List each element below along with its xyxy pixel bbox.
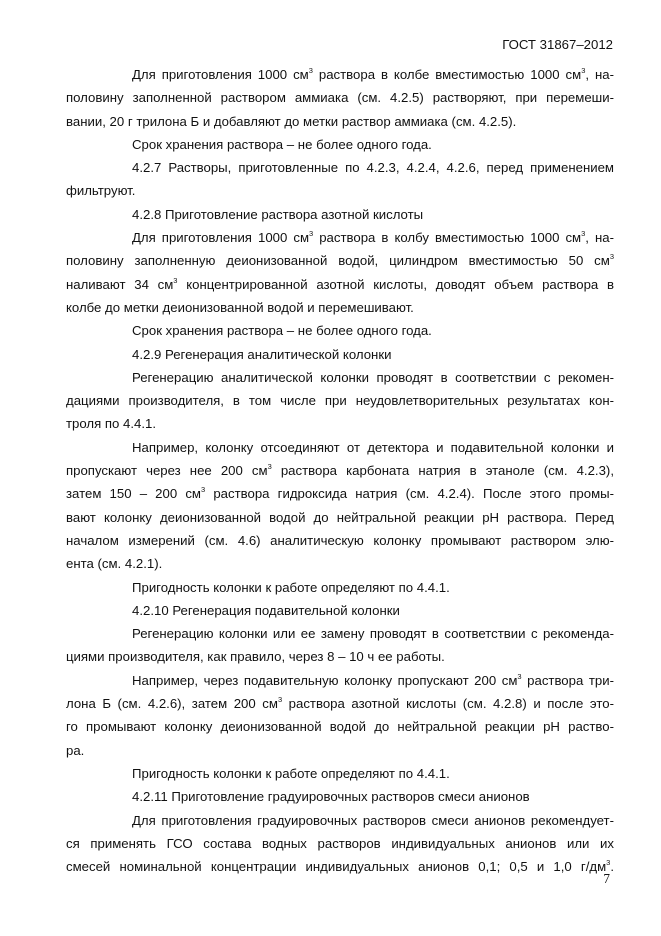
text-line: ента (см. 4.2.1).	[66, 556, 163, 572]
paragraph-nitric-acid	[66, 226, 614, 319]
text-line: Для приготовления 1000 $см^3$ раствора в колбе вместимостью 1000 $см^3$, на-	[132, 66, 614, 82]
clause-4-2-7	[66, 156, 614, 203]
text-line: вании, 20 г трилона Б и добавляют до метки раствор аммиака (см. 4.2.5).	[66, 113, 517, 129]
text-line: затем 150 – 200 $см^3$ раствора гидроксида натрия (см. 4.2.4). После этого промы-	[66, 485, 614, 502]
text-line: го промывают колонку деионизованной водой до нейтральной реакции pH раство-	[66, 719, 614, 735]
clause-4-2-10-heading: 4.2.10 Регенерация подавительной колонки	[132, 602, 400, 618]
clause-4-2-9-heading: 4.2.9 Регенерация аналитической колонки	[132, 346, 392, 362]
text-line: Регенерацию колонки или ее замену проводят в соответствии с рекоменда-	[132, 626, 614, 642]
text-line: вают колонку деионизованной водой до нейтральной реакции pH раствора. Перед	[66, 509, 614, 525]
paragraph-calibration-solutions	[66, 809, 614, 879]
shelf-life-note: Срок хранения раствора – не более одного года.	[132, 136, 432, 152]
text-line: началом измерений (см. 4.6) аналитическую колонку промывают раствором элю-	[66, 532, 614, 548]
text-line: половину заполненную деионизованной водой, цилиндром вместимостью 50 $см^3$	[66, 252, 614, 269]
text-line: Например, колонку отсоединяют от детектора и подавительной колонки и	[132, 439, 614, 455]
clause-4-2-8-heading: 4.2.8 Приготовление раствора азотной кислоты	[132, 206, 424, 222]
paragraph-example-suppressor	[66, 669, 614, 762]
text-line: Регенерацию аналитической колонки проводят в соответствии с рекомен-	[132, 369, 614, 385]
text-line: лона Б (см. 4.2.6), затем 200 $см^3$ раствора азотной кислоты (см. 4.2.8) и после это-	[66, 695, 614, 712]
text-line: ра.	[66, 742, 85, 758]
column-suitability-note: Пригодность колонки к работе определяют по 4.4.1.	[132, 765, 450, 781]
text-line: 4.2.7 Растворы, приготовленные по 4.2.3, 4.2.4, 4.2.6, перед применением	[132, 160, 614, 176]
document-body	[66, 63, 614, 878]
text-line: смесей номинальной концентрации индивидуальных анионов 0,1; 0,5 и 1,0 $г/дм^3$.	[66, 858, 614, 875]
column-suitability-note: Пригодность колонки к работе определяют по 4.4.1.	[132, 579, 450, 595]
shelf-life-note: Срок хранения раствора – не более одного года.	[132, 323, 432, 339]
text-line: троля по 4.4.1.	[66, 416, 157, 432]
document-header: ГОСТ 31867–2012	[502, 37, 613, 52]
text-line: колбе до метки деионизованной водой и перемешивают.	[66, 299, 414, 315]
text-line: Для приготовления градуировочных растворов смеси анионов рекомендует-	[132, 812, 614, 828]
text-line: половину заполненной раствором аммиака (см. 4.2.5) растворяют, при перемеши-	[66, 90, 614, 106]
paragraph-column-regeneration	[66, 366, 614, 436]
text-line: циями производителя, как правило, через 8 – 10 ч ее работы.	[66, 649, 445, 665]
text-line: ся применять ГСО состава водных растворов индивидуальных анионов или их	[66, 835, 614, 851]
text-line: Например, через подавительную колонку пропускают 200 $см^3$ раствора три-	[132, 671, 615, 688]
page-number: 7	[603, 871, 610, 886]
paragraph-suppressor-regeneration	[66, 622, 614, 669]
text-line: Для приготовления 1000 $см^3$ раствора в колбу вместимостью 1000 $см^3$, на-	[132, 229, 614, 246]
text-line: наливают 34 $см^3$ концентрированной азотной кислоты, доводят объем раствора в	[66, 275, 614, 292]
clause-4-2-11-heading: 4.2.11 Приготовление градуировочных растворов смеси анионов	[132, 789, 530, 805]
paragraph-example-analytical	[66, 436, 614, 576]
text-line: пропускают через нее 200 $см^3$ раствора карбоната натрия в этаноле (см. 4.2.3),	[66, 462, 614, 479]
text-line: дациями производителя, в том числе при неудовлетворительных результатах кон-	[66, 393, 614, 409]
paragraph-preparation-solution	[66, 63, 614, 133]
text-line: фильтруют.	[66, 183, 136, 199]
